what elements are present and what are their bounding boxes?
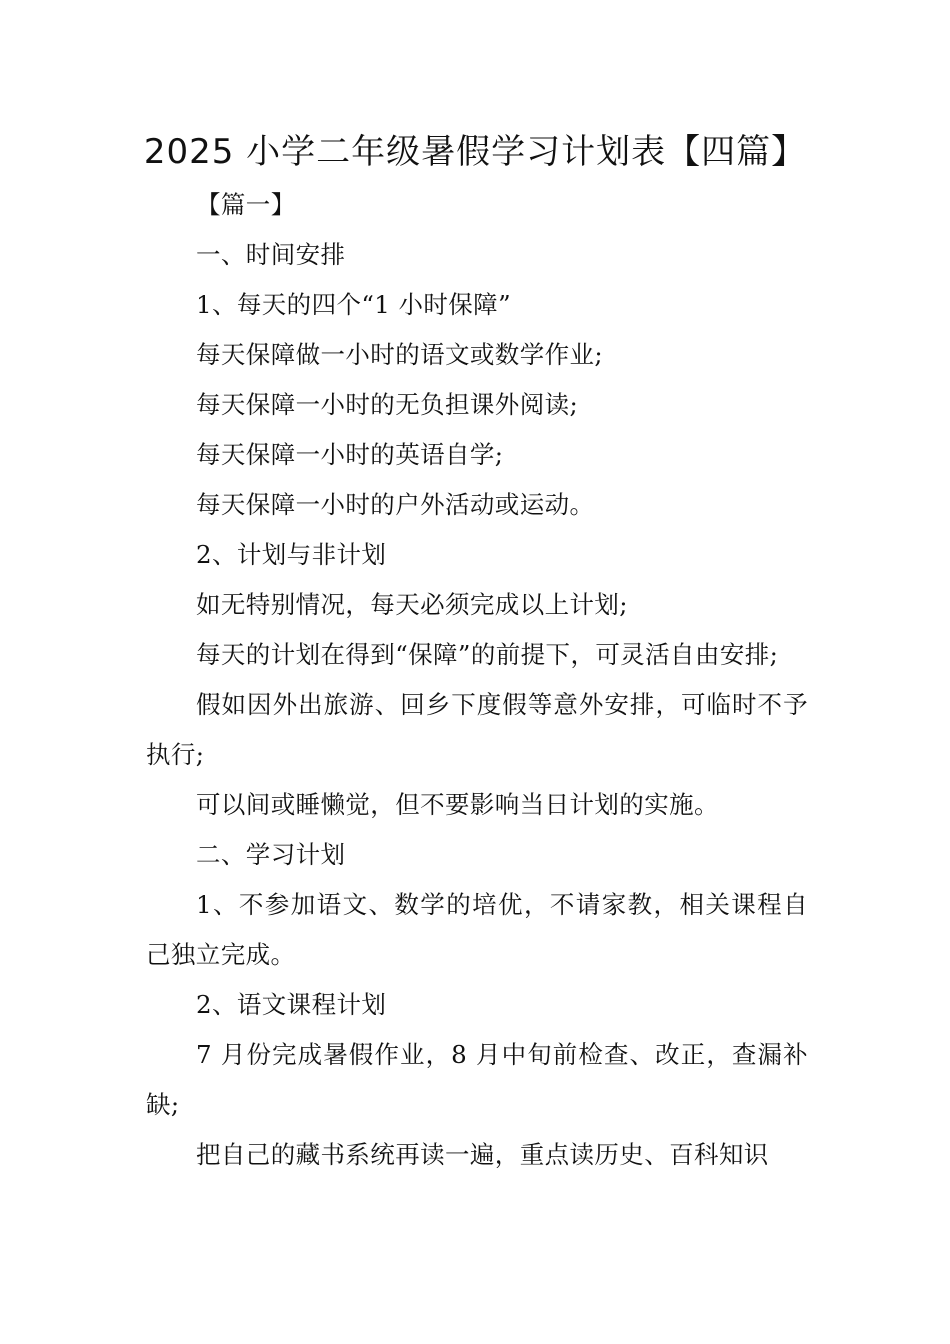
paragraph: 每天保障做一小时的语文或数学作业; — [196, 340, 604, 369]
paragraph: 把自己的藏书系统再读一遍，重点读历史、百科知识 — [196, 1140, 769, 1169]
paragraph: 一、时间安排 — [196, 240, 346, 269]
paragraph: 7 月份完成暑假作业，8 月中旬前检查、改正，查漏补缺; — [146, 1040, 808, 1119]
paragraph: 二、学习计划 — [196, 840, 346, 869]
paragraph: 可以间或睡懒觉，但不要影响当日计划的实施。 — [196, 790, 719, 819]
paragraph: 【篇一】 — [196, 190, 296, 219]
paragraph: 假如因外出旅游、回乡下度假等意外安排，可临时不予执行; — [146, 690, 808, 769]
paragraph: 每天保障一小时的英语自学; — [196, 440, 504, 469]
document-body — [146, 180, 808, 1180]
paragraph: 每天保障一小时的无负担课外阅读; — [196, 390, 579, 419]
paragraph: 每天的计划在得到“保障”的前提下，可灵活自由安排; — [196, 640, 779, 669]
paragraph: 2、语文课程计划 — [196, 990, 387, 1019]
paragraph: 2、计划与非计划 — [196, 540, 387, 569]
paragraph: 1、不参加语文、数学的培优，不请家教，相关课程自己独立完成。 — [146, 890, 808, 969]
paragraph: 1、每天的四个“1 小时保障” — [196, 290, 512, 319]
paragraph: 每天保障一小时的户外活动或运动。 — [196, 490, 595, 519]
document-title: 2025 小学二年级暑假学习计划表【四篇】 — [143, 132, 807, 172]
paragraph: 如无特别情况，每天必须完成以上计划; — [196, 590, 628, 619]
